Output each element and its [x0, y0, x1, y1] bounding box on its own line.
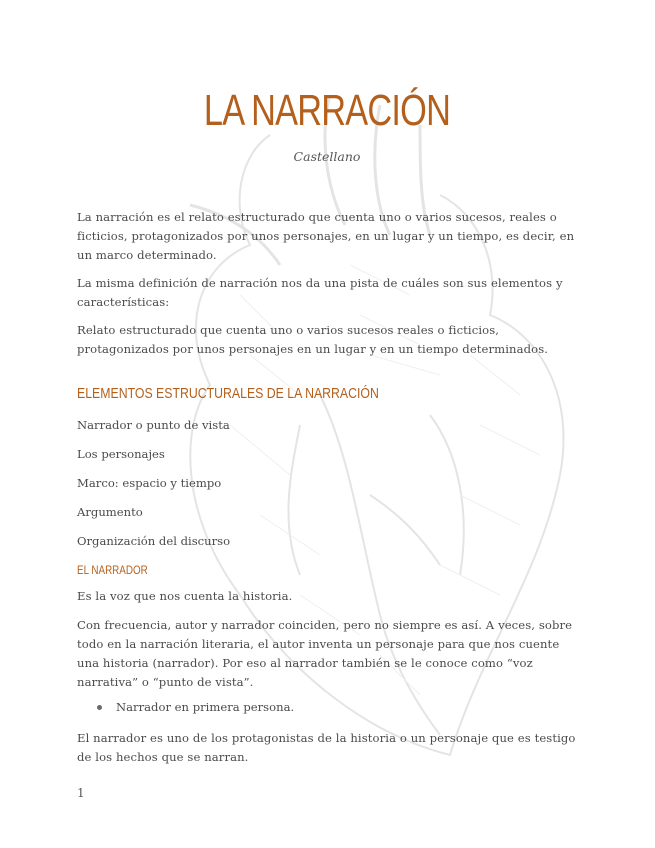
- document-title: LA NARRACIÓN: [203, 86, 451, 135]
- element-item: Los personajes: [77, 447, 165, 461]
- page-number: 1: [77, 786, 85, 800]
- bullet-list-item: [97, 700, 294, 714]
- narrador-paragraph-2: Con frecuencia, autor y narrador coinciden, pero no siempre es así. A veces, sobre todo en la narración literaria, el autor inventa un personaje para que nos cuente una historia (narrador). Por eso al narrador también se le conoce como “voz narrativa” o “punto de vista”.: [77, 618, 573, 689]
- closing-paragraph: El narrador es uno de los protagonistas de la historia o un personaje que es testigo de los hechos que se narran.: [77, 731, 576, 764]
- intro-paragraph-1: La narración es el relato estructurado que cuenta uno o varios sucesos, reales o ficticios, protagonizados por unos personajes, en un lugar y un tiempo, es decir, en un marco determinado.: [77, 210, 575, 262]
- element-item: Argumento: [77, 505, 143, 519]
- section-heading: ELEMENTOS ESTRUCTURALES DE LA NARRACIÓN: [77, 385, 379, 402]
- document-subtitle: Castellano: [293, 149, 361, 164]
- element-item: Organización del discurso: [77, 534, 231, 548]
- subsection-heading: EL NARRADOR: [77, 563, 148, 577]
- intro-paragraph-2: La misma definición de narración nos da una pista de cuáles son sus elementos y características:: [77, 276, 563, 309]
- narrador-paragraph-1: Es la voz que nos cuenta la historia.: [77, 589, 293, 603]
- intro-paragraph-3: Relato estructurado que cuenta uno o varios sucesos reales o ficticios, protagonizados por unos personajes en un lugar y en un tiempo determinados.: [77, 323, 549, 356]
- element-item: Marco: espacio y tiempo: [77, 476, 222, 490]
- element-item: Narrador o punto de vista: [77, 418, 230, 432]
- bullet-icon: [97, 705, 102, 710]
- bullet-text: Narrador en primera persona.: [116, 700, 295, 714]
